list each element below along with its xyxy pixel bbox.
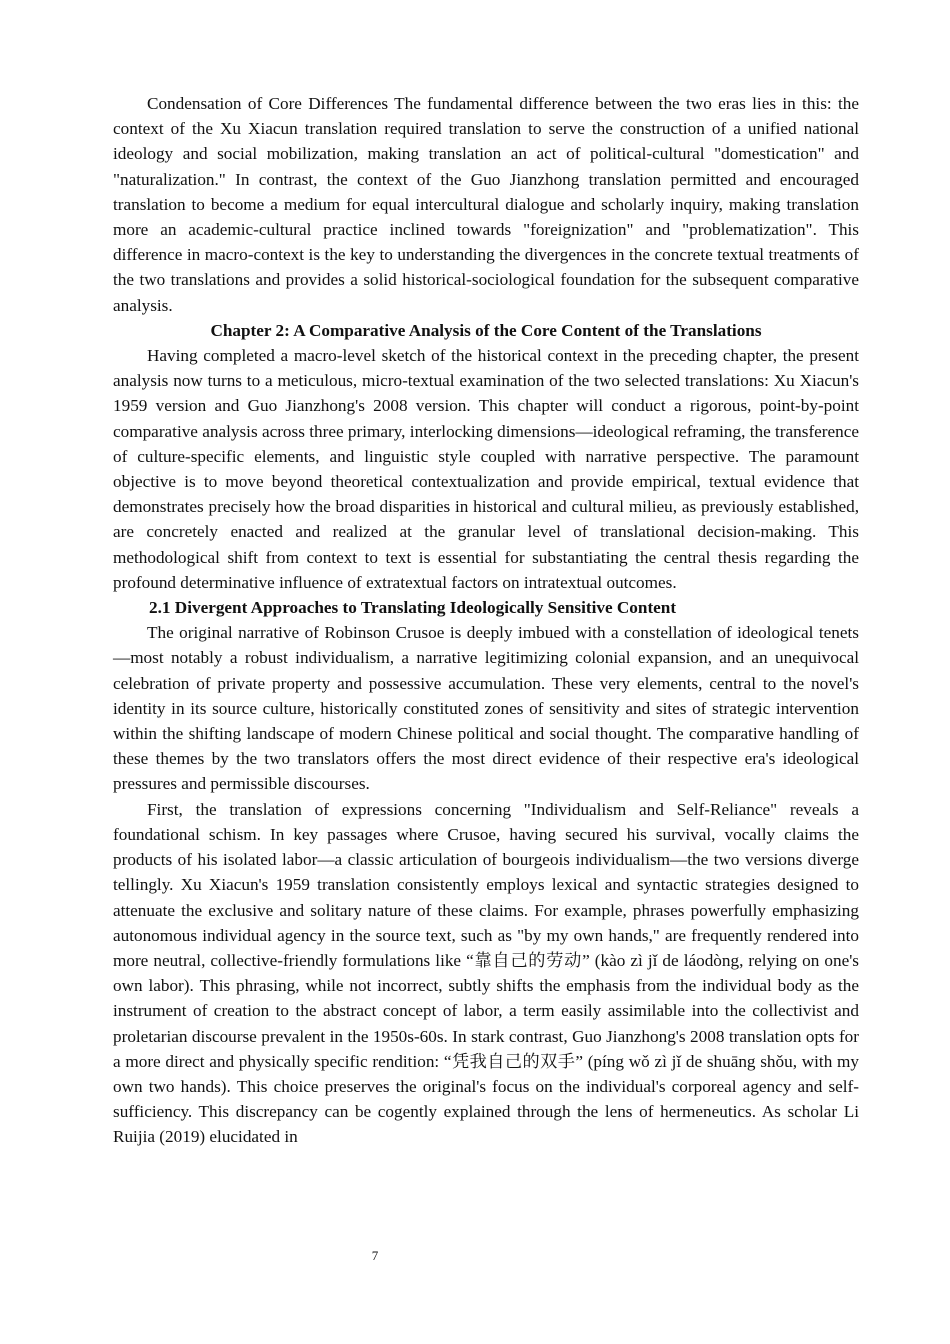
- chapter-heading: Chapter 2: A Comparative Analysis of the Core Content of the Translations: [210, 320, 762, 340]
- paragraph-condensation: Condensation of Core Differences The fundamental difference between the two eras lies in this: the context of the Xu Xiacun translation required translation to serve the construction of a unified national ideology and social mobilization, making translation an act of political-cultural "domestication" and "naturalization." In contrast, the context of the Guo Jianzhong translation permitted and encouraged translation to become a medium for equal intercultural dialogue and scholarly inquiry, making translation more an academic-cultural practice inclined towards "foreignization" and "problematization". This difference in macro-context is the key to understanding the divergences in the concrete textual treatments of the two translations and provides a solid historical-sociological foundation for the subsequent comparative analysis.: [113, 94, 859, 315]
- page-body: [113, 91, 859, 1150]
- paragraph-individualism: First, the translation of expressions concerning "Individualism and Self-Reliance" reveals a foundational schism. In key passages where Crusoe, having secured his survival, vocally claims the products of his isolated labor—a classic articulation of bourgeois individualism—the two versions diverge tellingly. Xu Xiacun's 1959 translation consistently employs lexical and syntactic strategies designed to attenuate the exclusive and solitary nature of these claims. For example, phrases powerfully emphasizing autonomous individual agency in the source text, such as "by my own hands," are frequently rendered into more neutral, collective-friendly formulations like “靠自己的劳动” (kào zì jǐ de láodòng, relying on one's own labor). This phrasing, while not incorrect, subtly shifts the emphasis from the individual body as the instrument of creation to the abstract concept of labor, a term easily assimilable into the collectivist and proletarian discourse prevalent in the 1950s-60s. In stark contrast, Guo Jianzhong's 2008 translation opts for a more direct and physically specific rendition: “凭我自己的双手” (píng wǒ zì jǐ de shuāng shǒu, with my own two hands). This choice preserves the original's focus on the individual's corporeal agency and self-sufficiency. This discrepancy can be cogently explained through the lens of hermeneutics. As scholar Li Ruijia (2019) elucidated in: [113, 799, 859, 1147]
- page-number: 7: [371, 1248, 379, 1263]
- section-heading: 2.1 Divergent Approaches to Translating Ideologically Sensitive Content: [149, 598, 677, 618]
- paragraph-chapter-intro: Having completed a macro-level sketch of the historical context in the preceding chapter, the present analysis now turns to a meticulous, micro-textual examination of the two selected translations: Xu Xiacun's 1959 version and Guo Jianzhong's 2008 version. This chapter will conduct a rigorous, point-by-point comparative analysis across three primary, interlocking dimensions—ideological reframing, the transference of culture-specific elements, and linguistic style coupled with narrative perspective. The paramount objective is to move beyond theoretical contextualization and provide empirical, textual evidence that demonstrates precisely how the broad disparities in historical and cultural milieu, as previously established, are concretely enacted and realized at the granular level of translational decision-making. This methodological shift from context to text is essential for substantiating the central thesis regarding the profound determinative influence of extratextual factors on intratextual outcomes.: [113, 346, 859, 592]
- paragraph-ideological-tenets: The original narrative of Robinson Crusoe is deeply imbued with a constellation of ideological tenets—most notably a robust individualism, a narrative legitimizing colonial expansion, and an unequivocal celebration of private property and possessive accumulation. These very elements, central to the novel's identity in its source culture, historically constituted zones of sensitivity and sites of strategic intervention within the shifting landscape of modern Chinese political and social thought. The comparative handling of these themes by the two translators offers the most direct evidence of their respective era's ideological pressures and permissible discourses.: [113, 623, 859, 794]
